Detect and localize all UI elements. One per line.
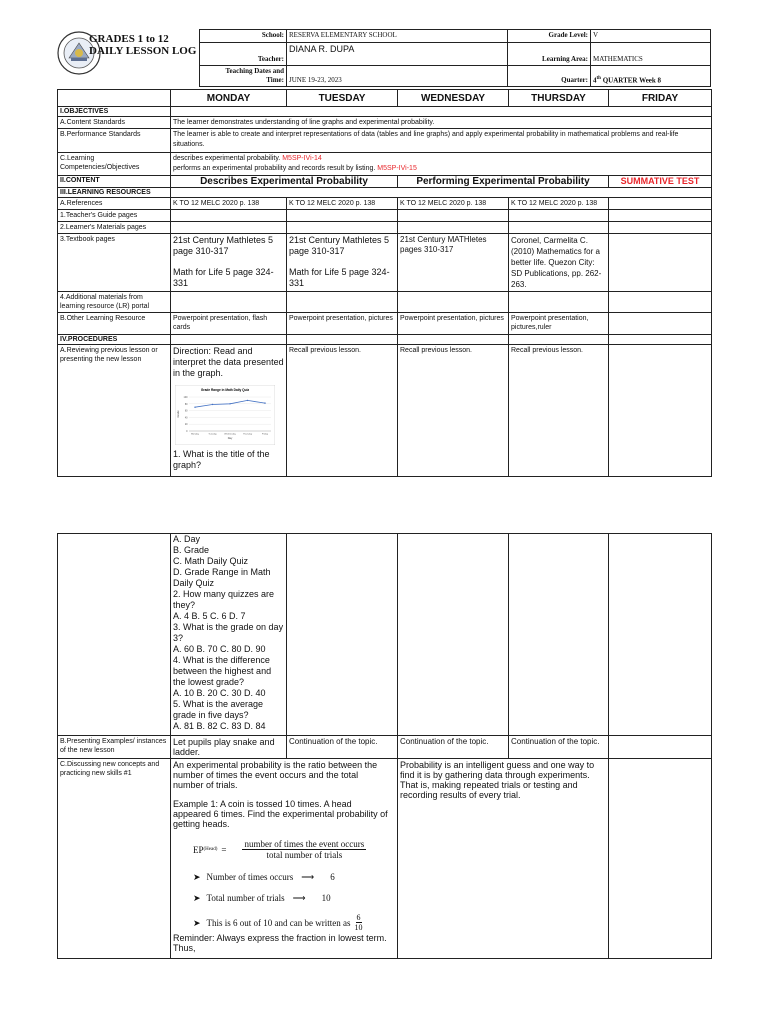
lesson-log-table-continued bbox=[57, 533, 712, 959]
question-3: 3. What is the grade on day 3? bbox=[173, 622, 284, 643]
data-point bbox=[247, 400, 248, 401]
day-tuesday: TUESDAY bbox=[287, 90, 398, 107]
competency-1-code: M5SP-IVi-14 bbox=[282, 155, 322, 162]
y-tick-label: 20 bbox=[184, 423, 188, 427]
dates-label bbox=[200, 66, 287, 87]
references-mon: K TO 12 MELC 2020 p. 138 bbox=[171, 198, 287, 210]
x-tick-label: Monday bbox=[191, 433, 199, 436]
quarter-value bbox=[591, 66, 711, 87]
quarter-suffix: th bbox=[596, 75, 601, 81]
data-point bbox=[212, 404, 213, 405]
q4-options: A. 10 B. 20 C. 30 D. 40 bbox=[173, 688, 266, 698]
day-thursday: THURSDAY bbox=[509, 90, 609, 107]
ep-equals: = bbox=[221, 844, 227, 855]
competencies-label: C.Learning Competencies/Objectives bbox=[58, 153, 171, 176]
school-row bbox=[200, 30, 711, 43]
x-tick-label: Thursday bbox=[242, 433, 253, 436]
question-1: 1. What is the title of the graph? bbox=[173, 449, 270, 470]
ep-label: EP bbox=[193, 844, 204, 855]
bullet-2-right-arrow-icon: ⟶ bbox=[292, 893, 306, 903]
bullet-3-arrow-icon: ➤ bbox=[193, 917, 201, 928]
tg-row bbox=[58, 210, 712, 222]
area-label: Learning Area: bbox=[508, 43, 591, 66]
content-performing: Performing Experimental Probability bbox=[398, 176, 609, 188]
q3-options: A. 60 B. 70 C. 80 D. 90 bbox=[173, 644, 266, 654]
school-value: RESERVA ELEMENTARY SCHOOL bbox=[287, 30, 508, 43]
content-standards-value: The learner demonstrates understanding of line graphs and experimental probability. bbox=[171, 117, 712, 129]
presenting-row bbox=[58, 736, 712, 759]
header-info-table bbox=[199, 29, 711, 87]
additional-label: 4.Additional materials from learning resource (LR) portal bbox=[58, 292, 171, 313]
textbook-tue-1: 21st Century Mathletes 5 page 310-317 bbox=[289, 235, 390, 256]
example-text: Example 1: A coin is tossed 10 times. A head appeared 6 times. Find the experimental probability of getting heads. bbox=[173, 799, 388, 829]
textbook-mon bbox=[171, 234, 287, 292]
textbook-mon-2: Math for Life 5 page 324-331 bbox=[173, 267, 274, 288]
discussing-wed-thu: Probability is an intelligent guess and one way to find it is by gathering data through experiments. That is, making repeated trials or testing and recording results of every trial. bbox=[398, 759, 609, 959]
y-tick-label: 0 bbox=[186, 430, 188, 433]
y-tick-label: 60 bbox=[184, 409, 188, 413]
competency-2-text: performs an experimental probability and records result by listing. bbox=[173, 165, 376, 172]
data-point bbox=[229, 403, 230, 404]
bullet-1-text: Number of times occurs bbox=[206, 872, 294, 882]
dates-value: JUNE 19-23, 2023 bbox=[287, 66, 508, 87]
chart-frame bbox=[175, 385, 275, 445]
content-summative: SUMMATIVE TEST bbox=[609, 176, 712, 188]
chart-title: Grade Range in Math Daily Quiz bbox=[200, 388, 250, 392]
quiz-continued-row bbox=[58, 534, 712, 736]
presenting-mon: Let pupils play snake and ladder. bbox=[171, 736, 287, 759]
resources-heading: III.LEARNING RESOURCES bbox=[58, 188, 171, 198]
review-mon bbox=[171, 345, 287, 477]
performance-standards-label: B.Performance Standards bbox=[58, 129, 171, 153]
references-row bbox=[58, 198, 712, 210]
quarter-number: 4 bbox=[593, 76, 597, 84]
lesson-log-table bbox=[57, 89, 712, 477]
bullet-3-text: This is 6 out of 10 and can be written as bbox=[206, 917, 351, 928]
day-monday: MONDAY bbox=[171, 90, 287, 107]
other-resource-mon: Powerpoint presentation, flash cards bbox=[171, 313, 287, 335]
review-label: A.Reviewing previous lesson or presenting the new lesson bbox=[58, 345, 171, 477]
competency-2-code: M5SP-IVi-15 bbox=[377, 165, 417, 172]
references-label: A.References bbox=[58, 198, 171, 210]
competencies-row bbox=[58, 153, 712, 176]
textbook-wed: 21st Century MATHletes pages 310-317 bbox=[398, 234, 509, 292]
ep-subscript: (Head) bbox=[203, 846, 218, 852]
ep-numerator: number of times the event occurs bbox=[244, 839, 365, 849]
other-resource-tue: Powerpoint presentation, pictures bbox=[287, 313, 398, 335]
textbook-tue-2: Math for Life 5 page 324-331 bbox=[289, 267, 390, 288]
objectives-heading-row bbox=[58, 107, 712, 117]
bullet-3-numerator: 6 bbox=[356, 913, 361, 922]
question-4: 4. What is the difference between the highest and the lowest grade? bbox=[173, 655, 272, 687]
bullet-2-text: Total number of trials bbox=[206, 893, 285, 903]
presenting-wed: Continuation of the topic. bbox=[398, 736, 509, 759]
dates-label-2: Time: bbox=[266, 76, 284, 84]
dates-row bbox=[200, 66, 711, 87]
title-line-2: DAILY LESSON LOG bbox=[89, 45, 197, 57]
procedures-heading-row bbox=[58, 335, 712, 345]
lm-row bbox=[58, 222, 712, 234]
teacher-row bbox=[200, 43, 711, 66]
textbook-mon-1: 21st Century Mathletes 5 page 310-317 bbox=[173, 235, 274, 256]
other-resource-wed: Powerpoint presentation, pictures bbox=[398, 313, 509, 335]
content-describes: Describes Experimental Probability bbox=[171, 176, 398, 188]
competency-2 bbox=[173, 164, 709, 174]
lm-label: 2.Learner's Materials pages bbox=[58, 222, 171, 234]
x-tick-label: Tuesday bbox=[208, 433, 217, 436]
definition-text: An experimental probability is the ratio between the number of times the event occurs and the total number of trials. bbox=[173, 760, 378, 790]
direction-text: Direction: Read and interpret the data presented in the graph. bbox=[173, 346, 284, 378]
bullet-2-value: 10 bbox=[321, 893, 331, 903]
quarter-text: QUARTER Week 8 bbox=[602, 76, 662, 84]
teacher-value: DIANA R. DUPA bbox=[287, 43, 508, 66]
objectives-heading: I.OBJECTIVES bbox=[58, 107, 171, 117]
content-standards-label: A.Content Standards bbox=[58, 117, 171, 129]
competency-1 bbox=[173, 154, 709, 164]
content-row bbox=[58, 176, 712, 188]
quarter-label: Quarter: bbox=[508, 66, 591, 87]
day-friday: FRIDAY bbox=[609, 90, 712, 107]
other-resource-thu: Powerpoint presentation, pictures,ruler bbox=[509, 313, 609, 335]
q2-options: A. 4 B. 5 C. 6 D. 7 bbox=[173, 611, 246, 621]
presenting-label: B.Presenting Examples/ instances of the new lesson bbox=[58, 736, 171, 759]
area-value: MATHEMATICS bbox=[591, 43, 711, 66]
discussing-label: C.Discussing new concepts and practicing new skills #1 bbox=[58, 759, 171, 959]
days-header-row bbox=[58, 90, 712, 107]
presenting-thu: Continuation of the topic. bbox=[509, 736, 609, 759]
grade-line-chart bbox=[175, 385, 275, 445]
competency-1-text: describes experimental probability. bbox=[173, 155, 281, 162]
textbook-thu: Coronel, Carmelita C. (2010) Mathematics for a better life. Quezon City: SD Publications, pp. 262-263. bbox=[509, 234, 609, 292]
review-wed: Recall previous lesson. bbox=[398, 345, 509, 477]
references-wed: K TO 12 MELC 2020 p. 138 bbox=[398, 198, 509, 210]
competencies-value bbox=[171, 153, 712, 176]
data-point bbox=[264, 402, 265, 403]
review-tue: Recall previous lesson. bbox=[287, 345, 398, 477]
ep-fraction bbox=[242, 839, 366, 860]
data-point bbox=[194, 407, 195, 408]
reminder-text: Reminder: Always express the fraction in lowest term. Thus, bbox=[173, 933, 387, 953]
additional-row bbox=[58, 292, 712, 313]
y-tick-label: 100 bbox=[183, 396, 188, 399]
references-thu: K TO 12 MELC 2020 p. 138 bbox=[509, 198, 609, 210]
procedures-heading: IV.PROCEDURES bbox=[58, 335, 171, 345]
grade-label: Grade Level: bbox=[508, 30, 591, 43]
discussing-mon-tue bbox=[171, 759, 398, 959]
q1-options: A. Day B. Grade C. Math Daily Quiz D. Grade Range in Math Daily Quiz bbox=[173, 534, 271, 588]
ep-denominator: total number of trials bbox=[266, 850, 343, 860]
grade-value: V bbox=[591, 30, 711, 43]
bullet-1-right-arrow-icon: ⟶ bbox=[301, 872, 315, 882]
q5-options: A. 81 B. 82 C. 83 D. 84 bbox=[173, 721, 266, 731]
x-tick-label: Friday bbox=[261, 433, 269, 436]
bullet-3 bbox=[193, 913, 391, 932]
discussing-row bbox=[58, 759, 712, 959]
textbook-tue bbox=[287, 234, 398, 292]
bullet-3-fraction bbox=[355, 913, 363, 932]
presenting-tue: Continuation of the topic. bbox=[287, 736, 398, 759]
y-tick-label: 80 bbox=[184, 402, 188, 406]
other-resource-row bbox=[58, 313, 712, 335]
corner-cell bbox=[58, 90, 171, 107]
tg-label: 1.Teacher's Guide pages bbox=[58, 210, 171, 222]
school-label: School: bbox=[200, 30, 287, 43]
page-title bbox=[89, 33, 196, 57]
references-tue: K TO 12 MELC 2020 p. 138 bbox=[287, 198, 398, 210]
question-5: 5. What is the average grade in five days? bbox=[173, 699, 264, 720]
title-line-1: GRADES 1 to 12 bbox=[89, 33, 169, 45]
textbook-label: 3.Textbook pages bbox=[58, 234, 171, 292]
x-axis-label: Day bbox=[227, 437, 233, 440]
question-2: 2. How many quizzes are they? bbox=[173, 589, 275, 610]
teacher-label: Teacher: bbox=[200, 43, 287, 66]
dates-label-1: Teaching Dates and bbox=[225, 67, 284, 75]
bullet-2 bbox=[193, 893, 391, 903]
textbook-row bbox=[58, 234, 712, 292]
y-axis-label: Grade bbox=[177, 410, 180, 418]
y-tick-label: 40 bbox=[184, 416, 188, 420]
content-standards-row bbox=[58, 117, 712, 129]
bullet-1-arrow-icon: ➤ bbox=[193, 872, 201, 882]
bullet-1 bbox=[193, 872, 391, 882]
review-row bbox=[58, 345, 712, 477]
bullet-1-value: 6 bbox=[330, 872, 335, 882]
other-resource-label: B.Other Learning Resource bbox=[58, 313, 171, 335]
bullet-2-arrow-icon: ➤ bbox=[193, 893, 201, 903]
x-tick-label: Wednesday bbox=[224, 433, 236, 436]
day-wednesday: WEDNESDAY bbox=[398, 90, 509, 107]
performance-standards-row bbox=[58, 129, 712, 153]
resources-heading-row bbox=[58, 188, 712, 198]
review-thu: Recall previous lesson. bbox=[509, 345, 609, 477]
performance-standards-value: The learner is able to create and interpret representations of data (tables and line graphs) and apply experimental probability in mathematical problems and real-life situations. bbox=[171, 129, 712, 153]
bullet-3-denominator: 10 bbox=[354, 923, 363, 932]
quiz-questions bbox=[171, 534, 287, 736]
content-heading: II.CONTENT bbox=[58, 176, 171, 188]
ep-formula bbox=[193, 839, 391, 860]
